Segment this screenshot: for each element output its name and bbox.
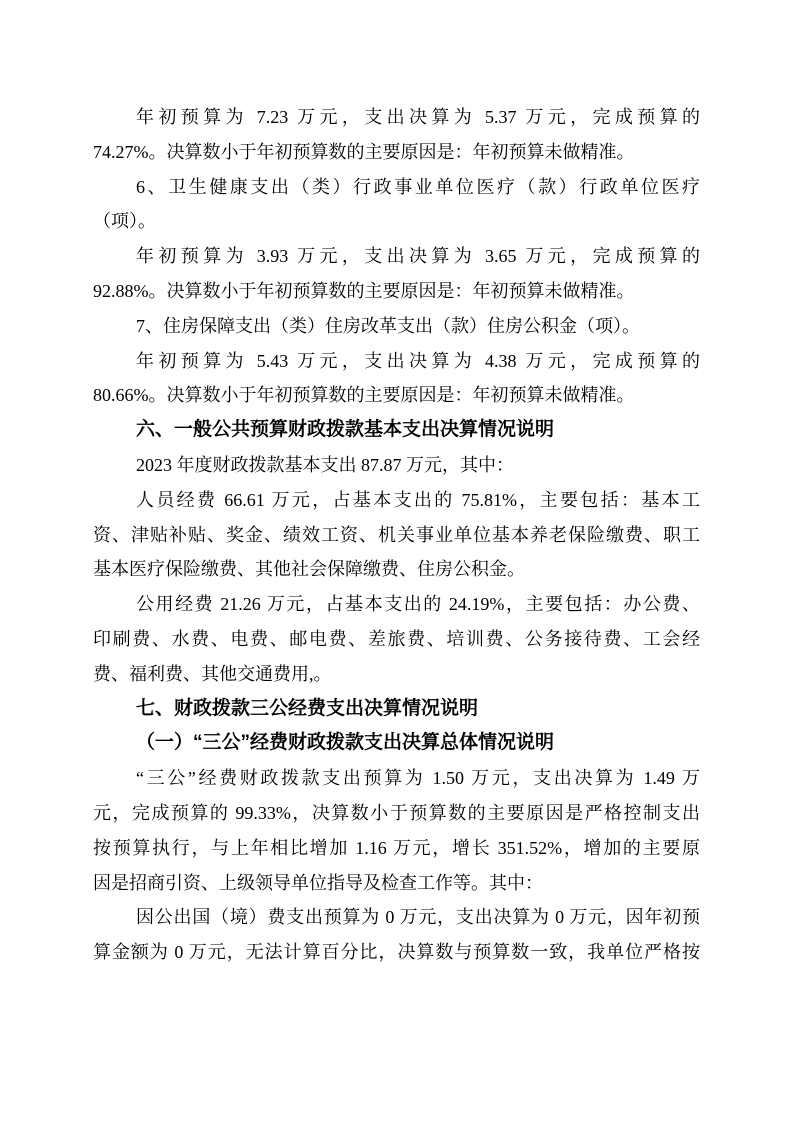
document-line: 年初预算为 3.93 万元，支出决算为 3.65 万元，完成预算的 <box>136 246 700 267</box>
document-line: 费、福利费、其他交通费用,。 <box>93 663 332 684</box>
document-line: 年初预算为 5.43 万元，支出决算为 4.38 万元，完成预算的 <box>136 350 700 371</box>
document-line: 元，完成预算的 99.33%，决算数小于预算数的主要原因是严格控制支出 <box>93 802 700 823</box>
document-line: 6、卫生健康支出（类）行政事业单位医疗（款）行政单位医疗 <box>136 176 700 197</box>
document-line: 74.27%。决算数小于年初预算数的主要原因是：年初预算未做精准。 <box>93 141 635 162</box>
document-line: “三公”经费财政拨款支出预算为 1.50 万元，支出决算为 1.49 万 <box>136 768 700 789</box>
section-heading-6: 六、一般公共预算财政拨款基本支出决算情况说明 <box>136 419 555 441</box>
document-line: 公用经费 21.26 万元，占基本支出的 24.19%，主要包括：办公费、 <box>136 594 700 615</box>
document-line: 因公出国（境）费支出预算为 0 万元，支出决算为 0 万元，因年初预 <box>136 907 700 928</box>
document-line: 人员经费 66.61 万元，占基本支出的 75.81%，主要包括：基本工 <box>136 489 700 510</box>
document-line: 因是招商引资、上级领导单位指导及检查工作等。其中： <box>93 872 543 893</box>
document-line: 7、住房保障支出（类）住房改革支出（款）住房公积金（项）。 <box>136 315 640 336</box>
document-line: 印刷费、水费、电费、邮电费、差旅费、培训费、公务接待费、工会经 <box>93 628 700 649</box>
document-content <box>93 100 700 970</box>
document-line: 基本医疗保险缴费、其他社会保障缴费、住房公积金。 <box>93 559 525 580</box>
subsection-heading-7-1: （一）“三公”经费财政拨款支出决算总体情况说明 <box>136 732 555 754</box>
document-line: （项）。 <box>93 211 156 232</box>
document-line: 80.66%。决算数小于年初预算数的主要原因是：年初预算未做精准。 <box>93 385 635 406</box>
document-line: 资、津贴补贴、奖金、绩效工资、机关事业单位基本养老保险缴费、职工 <box>93 524 700 545</box>
document-line: 按预算执行，与上年相比增加 1.16 万元，增长 351.52%，增加的主要原 <box>93 837 700 858</box>
document-line: 92.88%。决算数小于年初预算数的主要原因是：年初预算未做精准。 <box>93 280 635 301</box>
document-line: 算金额为 0 万元，无法计算百分比，决算数与预算数一致，我单位严格按 <box>93 942 700 963</box>
document-line: 2023 年度财政拨款基本支出 87.87 万元，其中： <box>136 454 514 475</box>
document-line: 年初预算为 7.23 万元，支出决算为 5.37 万元，完成预算的 <box>136 107 700 127</box>
section-heading-7: 七、财政拨款三公经费支出决算情况说明 <box>136 697 479 719</box>
